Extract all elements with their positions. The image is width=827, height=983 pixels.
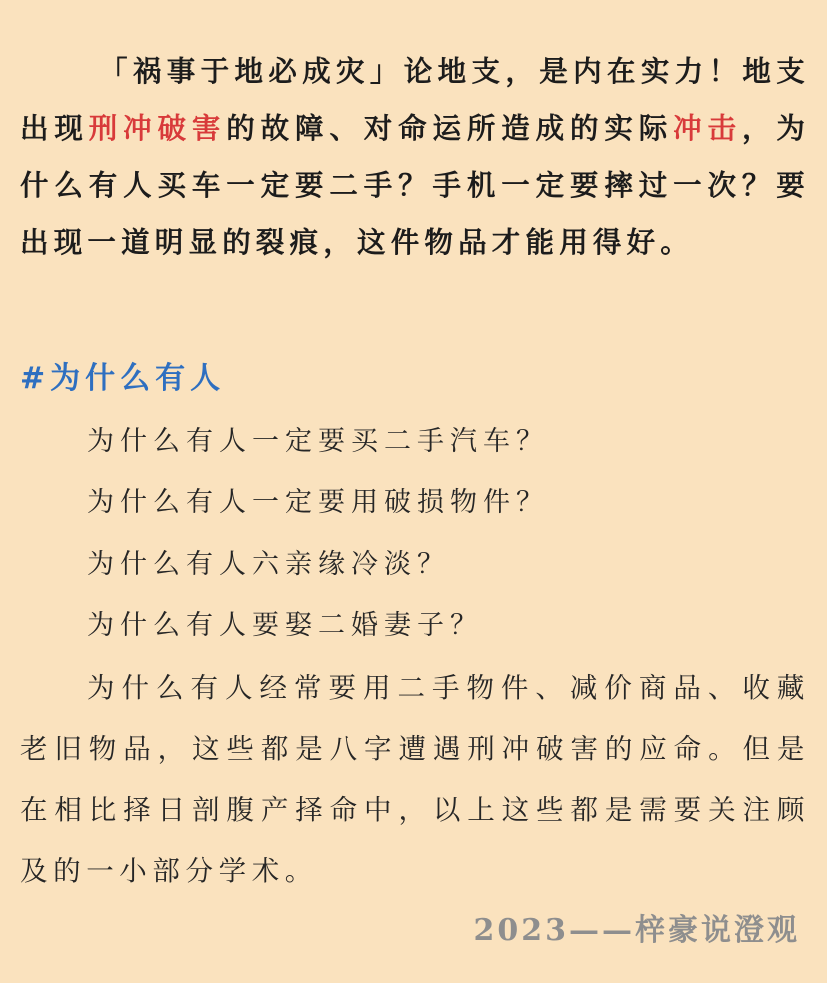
hashtag-heading[interactable]: #为什么有人 bbox=[20, 361, 226, 396]
intro-text-part3: ，为什么有人买车一定要二手？手机一定要摔过一次？要出现一道明显的裂痕，这件物品才能用得好。 bbox=[20, 112, 811, 259]
intro-text-part2: 的故障、对命运所造成的实际 bbox=[226, 112, 674, 145]
intro-highlight-chongji: 冲击 bbox=[673, 112, 742, 145]
intro-paragraph bbox=[20, 43, 810, 271]
question-item: 为什么有人要娶二婚妻子？ bbox=[87, 610, 483, 641]
author-signature: 2023——梓豪说澄观 bbox=[473, 913, 800, 948]
intro-highlight-xingchongpohai: 刑冲破害 bbox=[88, 112, 227, 145]
question-item: 为什么有人一定要买二手汽车？ bbox=[87, 426, 549, 457]
closing-paragraph: 为什么有人经常要用二手物件、减价商品、收藏老旧物品，这些都是八字遭遇刑冲破害的应命。但是在相比择日剖腹产择命中，以上这些都是需要关注顾及的一小部分学术。 bbox=[20, 672, 810, 887]
intro-text-part1: 「祸事于地必成灾」论地支，是内在实力！地支出现 bbox=[20, 55, 810, 145]
question-item: 为什么有人一定要用破损物件？ bbox=[87, 487, 549, 518]
question-item: 为什么有人六亲缘冷淡？ bbox=[87, 549, 450, 580]
